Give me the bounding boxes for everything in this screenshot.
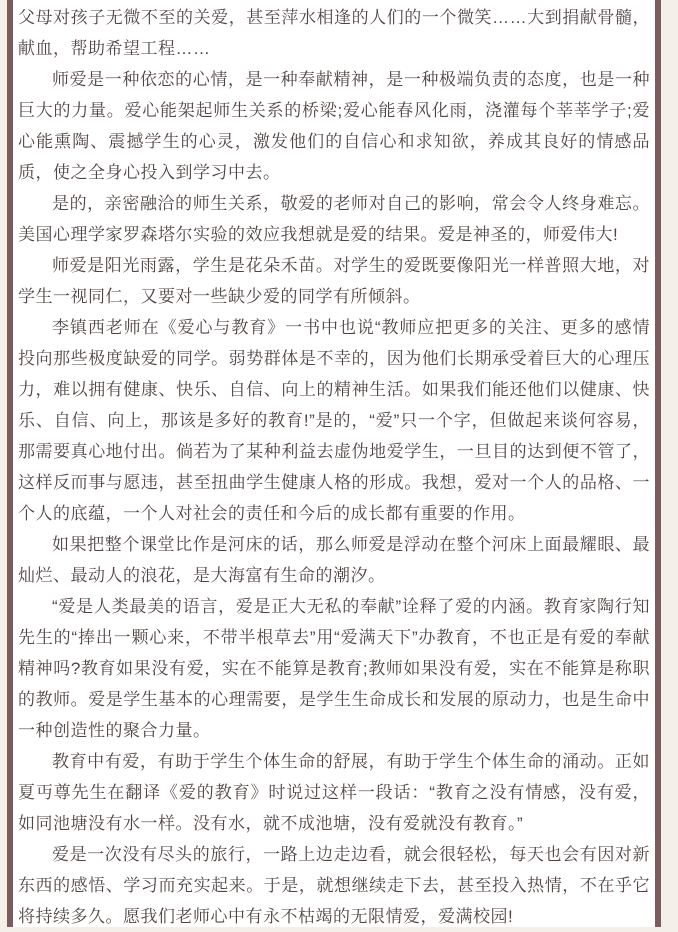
- paragraph: 师爱是阳光雨露，学生是花朵禾苗。对学生的爱既要像阳光一样普照大地，对学生一视同仁，又要对一些缺少爱的同学有所倾斜。: [18, 256, 650, 306]
- paragraph: 李镇西老师在《爱心与教育》一书中也说“教师应把更多的关注、更多的感情投向那些极度缺爱的同学。弱势群体是不幸的，因为他们长期承受着巨大的心理压力，难以拥有健康、快乐、自信、向上的精神生活。如果我们能还他们以健康、快乐、自信、向上，那该是多好的教育!”是的，“爱”只一个字，但做起来谈何容易，那需要真心地付出。倘若为了某种利益去虚伪地爱学生，一旦目的达到便不管了，这样反而事与愿违，甚至扭曲学生健康人格的形成。我想，爱对一个人的品格、一个人的底蕴，一个人对社会的责任和今后的成长都有重要的作用。: [18, 318, 650, 523]
- paragraph: 爱是一次没有尽头的旅行，一路上边走边看，就会很轻松，每天也会有因对新东西的感悟、学习而充实起来。于是，就想继续走下去，甚至投入热情，不在乎它将持续多久。愿我们老师心中有永不枯竭的无限情爱，爱满校园!: [18, 845, 650, 926]
- paragraph: 如果把整个课堂比作是河床的话，那么师爱是浮动在整个河床上面最耀眼、最灿烂、最动人的浪花，是大海富有生命的潮汐。: [18, 535, 650, 585]
- paragraph: 师爱是一种依恋的心情，是一种奉献精神，是一种极端负责的态度，也是一种巨大的力量。爱心能架起师生关系的桥梁;爱心能春风化雨，浇灌每个莘莘学子;爱心能熏陶、震撼学生的心灵，激发他们的自信心和求知欲，养成其良好的情感品质，使之全身心投入到学习中去。: [18, 70, 650, 182]
- document-page: [7, 0, 661, 927]
- paragraph: 是的，亲密融洽的师生关系，敬爱的老师对自己的影响，常会令人终身难忘。美国心理学家罗森塔尔实验的效应我想就是爱的结果。爱是神圣的，师爱伟大!: [18, 194, 650, 244]
- paragraph: “爱是人类最美的语言，爱是正大无私的奉献”诠释了爱的内涵。教育家陶行知先生的“捧出一颗心来，不带半根草去”用“爱满天下”办教育，不也正是有爱的奉献精神吗?教育如果没有爱，实在不能算是教育;教师如果没有爱，实在不能算是称职的教师。爱是学生基本的心理需要，是学生生命成长和发展的原动力，也是生命中一种创造性的聚合力量。: [18, 597, 650, 740]
- document-text-body: [13, 0, 655, 932]
- paragraph: 父母对孩子无微不至的关爱，甚至萍水相逢的人们的一个微笑……大到捐献骨髓，献血，帮助希望工程……: [18, 8, 650, 58]
- paragraph: 教育中有爱，有助于学生个体生命的舒展，有助于学生个体生命的涌动。正如夏丏尊先生在翻译《爱的教育》时说过这样一段话：“教育之没有情感，没有爱，如同池塘没有水一样。没有水，就不成池塘，没有爱就没有教育。”: [18, 752, 650, 833]
